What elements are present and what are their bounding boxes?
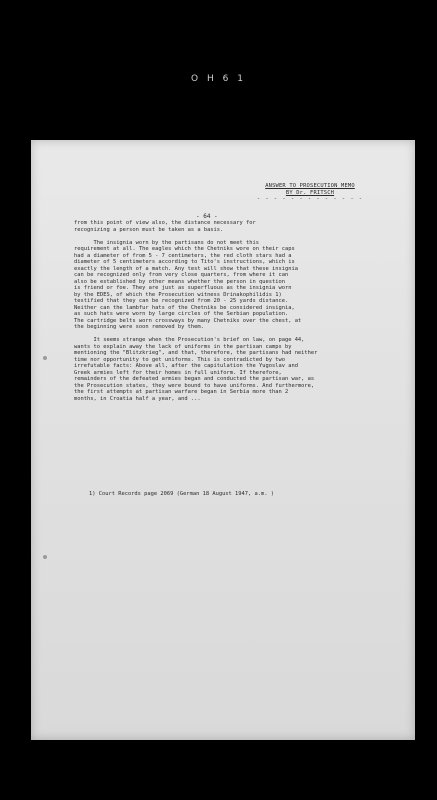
document-heading [250, 183, 370, 203]
heading-line-2: BY Dr. FRITSCH [285, 189, 335, 196]
punch-hole [43, 555, 47, 559]
paragraph-3: It seems strange when the Prosecution's brief on law, on page 44, wants to explain away the lack of uniforms in the partisan camps by mentioning the "Blitzkrieg", and that, therefore, the partisans had neither time nor opportunity to get uniforms. This is contradicted by two irrefutable facts: Above all, after the capitulation the Yugoslav and Greek armies left for their homes in full uniform. If therefore, remainders of the defeated armies began and conducted the partisan war, as the Prosecution states, they were bound to have uniforms. And furthermore, the first attempts at partisan warfare began in Serbia more than 2 months, in Croatia half a year, and ... [74, 337, 318, 402]
document-page [31, 140, 415, 740]
page-number: - 64 - [196, 213, 218, 220]
paragraph-2: The insignia worn by the partisans do not meet this requirement at all. The eagles which the Chetniks wore on their caps had a diameter of from 5 - 7 centimeters, the red cloth stars had a diameter of 5 centimeters according to Tito's instructions, which is exactly the length of a match. Any test will show that these insignia can be recognized only from very close quarters, from where it can also be established by other means whether the person in question is friend or foe. They are just as superfluous as the insignia worn by the EDES, of which the Prosecution witness Drinakophilidis 1) testified that they can be recognized from 20 - 25 yards distance. Neither can the lambfur hats of the Chetniks be considered insignia, as such hats were worn by large circles of the Serbian population. The cartridge belts worn crossways by many Chetniks over the chest, at the beginning were soon removed by them. [74, 239, 302, 330]
paragraph-1: from this point of view also, the distance necessary for recognizing a person must be taken as a basis. [74, 220, 256, 233]
heading-rule: - - - - - - - - - - - - - [256, 196, 364, 202]
punch-hole [43, 356, 47, 360]
footnote: 1) Court Records page 2069 (German 18 August 1947, a.m. ) [89, 491, 274, 497]
microfilm-frame-number: O H 6 1 [191, 74, 246, 84]
heading-line-1: ANSWER TO PROSECUTION MEMO [265, 183, 355, 189]
document-body [74, 220, 404, 409]
